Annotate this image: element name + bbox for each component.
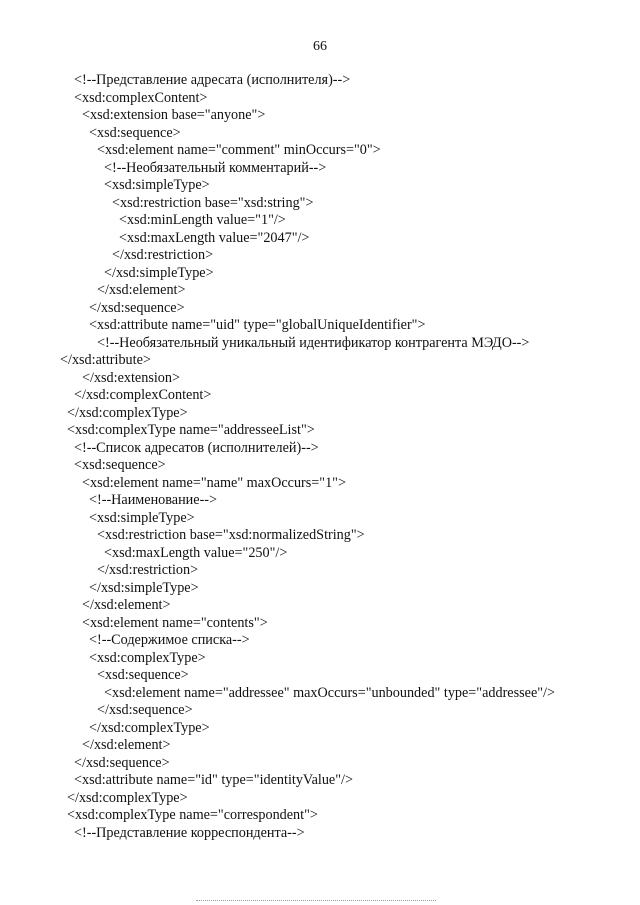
code-line: </xsd:simpleType>: [104, 264, 214, 281]
page-number: 66: [313, 39, 327, 54]
code-line: <xsd:maxLength value="2047"/>: [119, 229, 310, 246]
code-line: <xsd:extension base="anyone">: [82, 107, 266, 123]
code-line: <xsd:element name="comment" minOccurs="0">: [97, 142, 381, 158]
code-line: <!--Необязательный уникальный идентификатор контрагента МЭДО-->: [97, 334, 530, 351]
code-line: </xsd:complexType>: [89, 719, 210, 736]
code-line: </xsd:simpleType>: [89, 579, 199, 596]
code-line: </xsd:complexType>: [67, 789, 188, 806]
code-line: <xsd:minLength value="1"/>: [119, 212, 286, 228]
code-line: <xsd:attribute name="uid" type="globalUniqueIdentifier">: [89, 317, 426, 333]
code-line: </xsd:sequence>: [97, 702, 193, 718]
code-line: </xsd:complexContent>: [74, 387, 212, 403]
code-line: <xsd:sequence>: [97, 667, 189, 683]
code-line: <!--Необязательный комментарий-->: [104, 159, 327, 176]
code-line: <xsd:maxLength value="250"/>: [104, 544, 288, 561]
code-line: <!--Представление адресата (исполнителя)-->: [74, 72, 351, 88]
code-line: </xsd:extension>: [82, 369, 180, 386]
code-line: </xsd:sequence>: [89, 299, 185, 316]
code-line: <xsd:element name="addressee" maxOccurs="unbounded" type="addressee"/>: [104, 684, 555, 701]
code-line: </xsd:complexType>: [67, 404, 188, 421]
code-line: <!--Список адресатов (исполнителей)-->: [74, 439, 319, 456]
code-line: </xsd:restriction>: [112, 247, 214, 263]
code-line: <!--Представление корреспондента-->: [74, 824, 305, 841]
code-line: <xsd:complexType name="correspondent">: [67, 807, 318, 823]
code-line: <xsd:sequence>: [74, 457, 166, 473]
code-line: </xsd:element>: [82, 737, 171, 753]
code-line: <xsd:complexType name="addresseeList">: [67, 422, 315, 438]
code-line: <xsd:attribute name="id" type="identityValue"/>: [74, 772, 353, 788]
code-line: </xsd:attribute>: [60, 352, 151, 368]
code-line: <!--Содержимое списка-->: [89, 632, 250, 648]
page-bottom-rule: [196, 900, 436, 901]
code-line: <xsd:sequence>: [89, 124, 181, 141]
code-line: </xsd:element>: [97, 282, 186, 298]
code-line: <xsd:restriction base="xsd:string">: [112, 194, 314, 211]
code-line: <!--Наименование-->: [89, 492, 218, 508]
code-line: </xsd:restriction>: [97, 562, 199, 578]
code-line: <xsd:simpleType>: [89, 509, 195, 526]
code-line: </xsd:sequence>: [74, 754, 170, 771]
code-line: <xsd:restriction base="xsd:normalizedString">: [97, 527, 365, 543]
code-line: <xsd:simpleType>: [104, 177, 210, 193]
code-line: <xsd:element name="name" maxOccurs="1">: [82, 474, 346, 491]
code-line: <xsd:complexType>: [89, 649, 206, 666]
code-line: <xsd:element name="contents">: [82, 614, 268, 631]
code-line: <xsd:complexContent>: [74, 89, 208, 106]
code-line: </xsd:element>: [82, 597, 171, 613]
